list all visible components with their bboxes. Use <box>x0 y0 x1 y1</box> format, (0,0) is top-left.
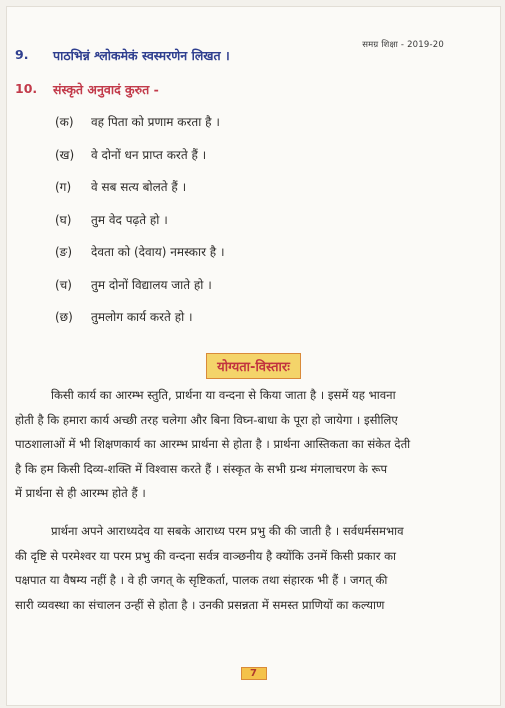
translation-item <box>55 178 225 211</box>
item-text: वे दोनों धन प्राप्त करते हैं । <box>91 147 207 162</box>
item-text: वे सब सत्य बोलते हैं । <box>91 180 187 194</box>
item-text: वह पिता को प्रणाम करता है । <box>91 115 220 129</box>
item-text: देवता को (देवाय) नमस्कार है । <box>91 245 225 259</box>
paragraph-line: होती है कि हमारा कार्य अच्छी तरह चलेगा और बिना विघ्न-बाधा के पूरा हो जायेगा । इसीलिए <box>15 412 398 427</box>
translation-item <box>55 146 225 179</box>
page <box>6 6 501 706</box>
item-label: (क) <box>55 115 74 129</box>
translation-item <box>55 113 225 146</box>
paragraph-line: किसी कार्य का आरम्भ स्तुति, प्रार्थना या वन्दना से किया जाता है । इसमें यह भावना <box>51 388 396 402</box>
question-10-number: 10. <box>15 81 38 96</box>
item-label: (च) <box>55 277 72 292</box>
paragraph-2 <box>15 519 491 617</box>
question-10-text: संस्कृते अनुवादं कुरुत - <box>53 82 159 97</box>
running-header: समग्र शिक्षा - 2019-20 <box>362 40 444 50</box>
page-number: 7 <box>241 667 267 680</box>
item-text: तुम दोनों विद्यालय जाते हो । <box>91 277 212 292</box>
item-label: (ग) <box>55 180 72 194</box>
paragraph-1 <box>15 383 491 506</box>
item-text: तुम वेद पढ़ते हो । <box>91 212 168 227</box>
paragraph-line: है कि हम किसी दिव्य-शक्ति में विश्वास करते हैं । संस्कृत के सभी ग्रन्थ मंगलाचरण के रूप <box>15 461 388 476</box>
paragraph-line: प्रार्थना अपने आराध्यदेव या सबके आराध्य परम प्रभु की की जाती है । सर्वधर्मसमभाव <box>51 524 404 538</box>
paragraph-line: पक्षपात या वैषम्य नहीं है । वे ही जगत् के सृष्टिकर्ता, पालक तथा संहारक भी हैं । जगत् की <box>15 573 388 587</box>
paragraph-line: पाठशालाओं में भी शिक्षणकार्य का आरम्भ प्रार्थना से होता है । प्रार्थना आस्तिकता का संकेत देती <box>15 437 411 451</box>
question-9-text: पाठभिन्नं श्लोकमेकं स्वस्मरणेन लिखत । <box>53 48 230 63</box>
question-10 <box>15 81 159 98</box>
translation-item <box>55 308 225 341</box>
section-heading-wrap <box>7 353 500 379</box>
question-9-number: 9. <box>15 47 29 62</box>
paragraph-line: में प्रार्थना से ही आरम्भ होते हैं । <box>15 486 146 500</box>
translation-item <box>55 211 225 244</box>
translation-item <box>55 276 225 309</box>
translation-item <box>55 243 225 276</box>
translation-items <box>55 113 225 341</box>
item-label: (घ) <box>55 212 72 227</box>
question-9 <box>15 47 230 64</box>
paragraph-line: सारी व्यवस्था का संचालन उन्हीं से होता है । उनकी प्रसन्नता में समस्त प्राणियों का कल्याण <box>15 597 385 612</box>
item-label: (ङ) <box>55 245 73 259</box>
section-heading: योग्यता-विस्तारः <box>206 353 301 379</box>
item-text: तुमलोग कार्य करते हो । <box>91 310 193 324</box>
paragraph-line: की दृष्टि से परमेश्वर या परम प्रभु की वन्दना सर्वत्र वाञ्छनीय है क्योंकि उनमें किसी प्रकार का <box>15 548 397 563</box>
page-number-wrap <box>7 661 500 680</box>
item-label: (ख) <box>55 147 75 162</box>
item-label: (छ) <box>55 310 73 324</box>
